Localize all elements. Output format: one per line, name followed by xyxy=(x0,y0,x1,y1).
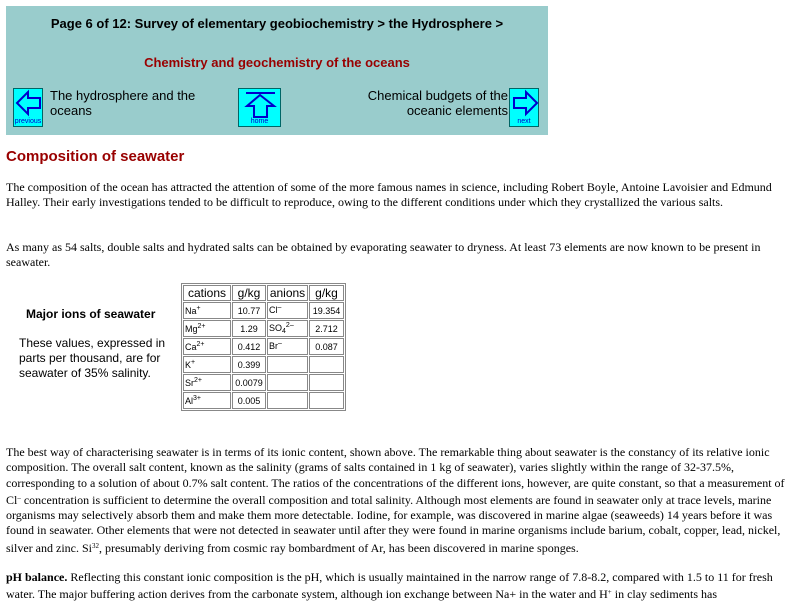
table-row xyxy=(183,392,344,409)
anion-cell: Br– xyxy=(267,338,308,355)
next-page-link[interactable]: Chemical budgets of the oceanic elements xyxy=(367,88,508,118)
previous-page-link[interactable]: The hydrosphere and the oceans xyxy=(50,88,196,118)
cation-cell: $Mg^{2+}$ xyxy=(183,320,231,337)
paragraph-salts: As many as 54 salts, double salts and hydrated salts can be obtained by evaporating seawater to dryness. At least 73 elements are now known to be present in seawater. xyxy=(6,240,761,270)
anion-cell xyxy=(267,374,308,391)
col-header: cations xyxy=(183,285,231,301)
anion-value xyxy=(309,356,344,373)
home-label: home xyxy=(250,118,269,125)
paragraph-intro: The composition of the ocean has attracted the attention of some of the more famous names in science, including Robert Boyle, Antoine Lavoisier and Edmund Halley. Their early investigations tended to be difficult to reproduce, owing to the different conditions under which they crystallized the various salts. xyxy=(6,180,772,210)
cl-charge: – xyxy=(17,493,21,502)
paragraph-ph-balance: pH balance. Reflecting this constant ionic composition is the pH, which is usually maintained in the narrow range of 7.8-8.2, compared with 1.5 to 11 for fresh water. The major buffering action derives from the carbonate system, although ion exchange between Na+ in the water and H+ in clay sediments has xyxy=(6,570,773,602)
arrow-right-icon xyxy=(510,89,540,119)
anion-value: 0.087 xyxy=(309,338,344,355)
cation-value: 0.0079 xyxy=(232,374,266,391)
cation-value: 1.29 xyxy=(232,320,266,337)
anion-cell xyxy=(267,356,308,373)
col-header: g/kg xyxy=(232,285,266,301)
previous-button[interactable] xyxy=(13,88,43,127)
cation-cell: $Sr^{2+}$ xyxy=(183,374,231,391)
cation-cell: $Ca^{2+}$ xyxy=(183,338,231,355)
table-row xyxy=(183,374,344,391)
home-arrow-icon xyxy=(239,89,282,119)
anion-cell: $SO_4^{2-}$ xyxy=(267,320,308,337)
home-button[interactable] xyxy=(238,88,281,127)
col-header: g/kg xyxy=(309,285,344,301)
anion-value xyxy=(309,374,344,391)
cation-value: 0.399 xyxy=(232,356,266,373)
cation-cell: K+ xyxy=(183,356,231,373)
table-row xyxy=(183,338,344,355)
page-title: Page 6 of 12: Survey of elementary geobiochemistry > the Hydrosphere > xyxy=(50,16,504,31)
section-heading: Composition of seawater xyxy=(6,148,185,165)
cation-cell: Na+ xyxy=(183,302,231,319)
cation-value: 0.412 xyxy=(232,338,266,355)
ions-table-note: These values, expressed in parts per thousand, are for seawater of 35% salinity. xyxy=(19,336,166,380)
cation-value: 0.005 xyxy=(232,392,266,409)
next-button[interactable] xyxy=(509,88,539,127)
cation-cell: $Al^{3+}$ xyxy=(183,392,231,409)
ions-table-title: Major ions of seawater xyxy=(26,307,156,321)
paragraph-ionic-content: The best way of characterising seawater is in terms of its ionic content, shown above. The remarkable thing about seawater is the constancy of its relative ionic composition. The overall salt content, known as the salinity (grams of salts contained in 1 kg of seawater), varies slightly within the range of 32-37.5%, corresponding to a solution of about 0.7% salt content. The ratios of the concentrations of the different ions, however, are quite constant, so that a measurement of Cl– concentration is sufficient to determine the overall composition and total salinity. Although most elements are found in seawater only at trace levels, marine organisms may selectively absorb them and make them more detectable. Iodine, for example, was discovered in marine algae (seaweeds) 14 years before it was found in seawater. Other elements that were not detected in seawater until after they were found in marine organisms include barium, cobalt, copper, lead, nickel, silver and zinc. Si$^{32}$, presumably deriving from cosmic ray bombardment of Ar, has been discovered in marine sponges. xyxy=(6,445,785,555)
table-row xyxy=(183,320,344,337)
anion-cell: Cl– xyxy=(267,302,308,319)
major-ions-table xyxy=(181,283,346,411)
previous-label: previous xyxy=(14,118,42,125)
anion-value: 19.354 xyxy=(309,302,344,319)
next-label: next xyxy=(517,118,531,125)
anion-cell xyxy=(267,392,308,409)
table-row xyxy=(183,302,344,319)
table-row xyxy=(183,356,344,373)
arrow-left-icon xyxy=(14,89,44,119)
anion-value: 2.712 xyxy=(309,320,344,337)
cation-value: 10.77 xyxy=(232,302,266,319)
page-subtitle: Chemistry and geochemistry of the oceans xyxy=(144,55,410,70)
col-header: anions xyxy=(267,285,308,301)
anion-value xyxy=(309,392,344,409)
